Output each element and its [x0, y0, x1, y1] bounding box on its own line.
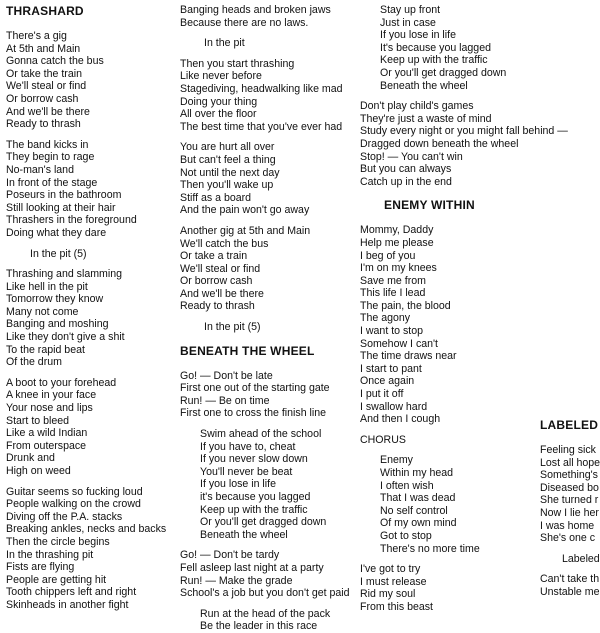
- lyric-line: Gonna catch the bus: [6, 55, 104, 68]
- lyric-line: Keep up with the traffic: [200, 503, 308, 516]
- lyrics-column-4: [540, 418, 600, 599]
- lyric-line: Because there are no laws.: [180, 16, 309, 29]
- lyric-line: We'll catch the bus: [180, 237, 269, 250]
- stanza-gap: [360, 555, 568, 563]
- stanza-gap: [180, 50, 350, 58]
- lyric-line: Just in case: [380, 16, 436, 29]
- lyric-line: If you lose in life: [200, 478, 276, 491]
- lyric-line: Stagediving, headwalking like mad: [180, 82, 343, 95]
- lyric-line: No-man's land: [6, 163, 74, 176]
- stanza-gap: [360, 92, 568, 100]
- lyric-line: I start to pant: [360, 362, 422, 375]
- song-title: BENEATH THE WHEEL: [180, 343, 315, 358]
- lyric-line: Breaking ankles, necks and backs: [6, 523, 167, 536]
- lyric-line: CHORUS: [360, 433, 406, 446]
- stanza-gap: [540, 545, 600, 553]
- lyric-line: The time draws near: [360, 350, 457, 363]
- stanza-gap: [180, 133, 350, 141]
- stanza-gap: [540, 565, 600, 573]
- stanza-gap: [360, 426, 568, 434]
- lyric-line: I often wish: [380, 479, 434, 492]
- lyric-line: Your nose and lips: [6, 402, 93, 415]
- lyric-line: Fists are flying: [6, 561, 75, 574]
- lyric-line: Study every night or you might fall behind —: [360, 125, 568, 138]
- lyric-line: Of my own mind: [380, 517, 457, 530]
- lyric-line: There's no more time: [380, 542, 480, 555]
- lyric-line: Keep up with the traffic: [380, 54, 488, 67]
- stanza-gap: [180, 313, 350, 321]
- lyric-line: Thrashing and slamming: [6, 268, 122, 281]
- stanza-gap: [180, 541, 350, 549]
- lyric-line: We'll steal or find: [180, 262, 261, 275]
- lyric-line: There's a gig: [6, 30, 67, 42]
- lyric-line: From this beast: [360, 600, 434, 613]
- lyric-line: Tooth chippers left and right: [6, 586, 137, 599]
- stanza-gap: [6, 131, 166, 139]
- lyric-line: Start to bleed: [6, 414, 70, 427]
- lyric-line: At 5th and Main: [6, 42, 81, 55]
- lyric-line: I swallow hard: [360, 400, 428, 413]
- lyric-line: She's one c: [540, 532, 596, 545]
- lyric-line: Skinheads in another fight: [6, 598, 129, 611]
- lyric-line: And we'll be there: [6, 105, 90, 118]
- lyric-line: Banging and moshing: [6, 318, 109, 331]
- lyric-line: Then the circle begins: [6, 535, 110, 548]
- lyric-line: Tomorrow they know: [6, 293, 104, 306]
- lyric-line: Poseurs in the bathroom: [6, 189, 122, 202]
- lyric-line: If you never slow down: [200, 453, 308, 466]
- lyric-line: In front of the stage: [6, 176, 98, 189]
- lyric-line: Within my head: [380, 467, 454, 479]
- lyric-line: Ready to thrash: [6, 118, 81, 131]
- lyric-line: Don't play child's games: [360, 100, 474, 113]
- lyric-line: In the pit: [204, 37, 245, 50]
- lyric-line: Feeling sick: [540, 444, 596, 456]
- stanza-gap: [6, 260, 166, 268]
- lyric-line: But can't feel a thing: [180, 153, 276, 166]
- lyric-line: If you have to, cheat: [200, 440, 296, 453]
- lyric-line: Or you'll get dragged down: [200, 516, 327, 529]
- lyric-line: To the rapid beat: [6, 343, 85, 356]
- lyric-line: Like hell in the pit: [6, 280, 88, 293]
- stanza-gap: [360, 188, 568, 196]
- lyric-line: Beneath the wheel: [200, 528, 288, 541]
- lyric-line: Now I lie her: [540, 506, 599, 519]
- lyric-line: School's a job but you don't get paid: [180, 587, 350, 600]
- lyric-line: Or borrow cash: [6, 92, 79, 105]
- lyric-line: Go! — Don't be late: [180, 369, 273, 382]
- lyric-line: In the pit (5): [30, 247, 87, 260]
- lyric-line: Diving off the P.A. stacks: [6, 510, 123, 523]
- lyric-line: Run at the head of the pack: [200, 607, 331, 620]
- lyric-line: Once again: [360, 375, 415, 388]
- lyric-line: No self control: [380, 504, 448, 517]
- song-title: LABELED: [540, 418, 599, 432]
- lyric-line: A boot to your forehead: [6, 376, 117, 389]
- lyric-line: If you lose in life: [380, 29, 456, 42]
- lyric-line: I put it off: [360, 388, 404, 401]
- lyric-line: Dragged down beneath the wheel: [360, 137, 519, 150]
- lyric-line: It's because you lagged: [380, 41, 491, 54]
- lyric-line: She turned r: [540, 494, 599, 507]
- lyric-line: I was home: [540, 519, 595, 532]
- lyric-line: The agony: [360, 312, 411, 325]
- lyric-line: And then I cough: [360, 413, 441, 426]
- stanza-gap: [6, 240, 166, 248]
- lyric-line: Catch up in the end: [360, 175, 452, 188]
- lyric-line: I must release: [360, 575, 427, 588]
- lyric-line: Another gig at 5th and Main: [180, 224, 311, 237]
- stanza-gap: [6, 478, 166, 486]
- lyric-line: Be the leader in this race: [200, 620, 318, 633]
- lyric-line: And the pain won't go away: [180, 204, 310, 217]
- lyric-line: Like a wild Indian: [6, 427, 88, 440]
- lyric-line: it's because you lagged: [200, 491, 311, 503]
- lyrics-column-1: [6, 4, 166, 612]
- lyric-line: All over the floor: [180, 108, 257, 121]
- lyric-line: You are hurt all over: [180, 141, 275, 154]
- lyric-line: Mommy, Daddy: [360, 224, 434, 237]
- lyric-line: Stay up front: [380, 4, 441, 16]
- lyric-line: Save me from: [360, 274, 426, 287]
- lyric-line: But you can always: [360, 163, 452, 176]
- stanza-gap: [180, 29, 350, 37]
- lyric-line: Run! — Be on time: [180, 394, 270, 407]
- lyric-line: Swim ahead of the school: [200, 428, 322, 441]
- lyric-line: Or take the train: [6, 67, 82, 80]
- stanza-gap: [180, 217, 350, 225]
- lyric-line: Of the drum: [6, 356, 62, 369]
- lyric-line: Or you'll get dragged down: [380, 66, 507, 79]
- lyric-line: The band kicks in: [6, 138, 89, 151]
- lyric-line: High on weed: [6, 465, 71, 477]
- lyric-line: From outerspace: [6, 439, 87, 452]
- lyrics-column-2: [180, 4, 350, 633]
- lyric-line: Lost all hope: [540, 456, 600, 469]
- lyric-line: In the thrashing pit: [6, 548, 94, 561]
- stanza-gap: [360, 446, 568, 454]
- lyric-line: Help me please: [360, 236, 434, 249]
- lyric-line: I'm on my knees: [360, 262, 437, 275]
- lyric-line: Rid my soul: [360, 588, 416, 601]
- lyric-line: People are getting hit: [6, 573, 107, 586]
- lyric-line: In the pit (5): [204, 321, 261, 334]
- lyric-line: Something's: [540, 469, 598, 482]
- lyric-line: Go! — Don't be tardy: [180, 549, 280, 562]
- stanza-gap: [180, 600, 350, 608]
- lyric-line: I've got to try: [360, 563, 421, 576]
- lyric-line: I beg of you: [360, 249, 416, 262]
- lyric-line: Doing what they dare: [6, 226, 107, 239]
- lyric-line: Enemy: [380, 454, 413, 467]
- lyric-line: A knee in your face: [6, 389, 97, 402]
- lyric-line: Unstable me: [540, 585, 600, 598]
- lyric-line: Diseased bo: [540, 481, 599, 494]
- lyric-line: Stop! — You can't win: [360, 150, 463, 163]
- lyric-line: Or take a train: [180, 250, 248, 263]
- lyric-line: This life I lead: [360, 287, 426, 300]
- lyric-line: Run! — Make the grade: [180, 574, 293, 587]
- song-title: ENEMY WITHIN: [384, 198, 475, 213]
- lyric-line: Ready to thrash: [180, 300, 255, 313]
- lyric-line: Beneath the wheel: [380, 79, 468, 92]
- lyric-line: The pain, the blood: [360, 299, 451, 312]
- lyric-line: Many not come: [6, 305, 79, 318]
- lyric-line: Banging heads and broken jaws: [180, 4, 331, 16]
- lyric-line: Labeled: [562, 552, 600, 565]
- lyric-line: Then you start thrashing: [180, 57, 295, 70]
- lyric-line: Still looking at their hair: [6, 201, 116, 214]
- song-title: THRASHARD: [6, 4, 84, 18]
- lyric-line: Thrashers in the foreground: [6, 214, 137, 227]
- lyric-line: The best time that you've ever had: [180, 120, 343, 133]
- lyric-line: Can't take th: [540, 573, 600, 586]
- lyric-line: Guitar seems so fucking loud: [6, 485, 143, 498]
- lyric-line: Got to stop: [380, 529, 432, 542]
- lyric-line: And we'll be there: [180, 287, 264, 300]
- stanza-gap: [180, 362, 350, 370]
- lyric-line: Stiff as a board: [180, 191, 252, 204]
- stanza-gap: [180, 334, 350, 342]
- lyric-line: Not until the next day: [180, 166, 280, 179]
- lyric-line: First one out of the starting gate: [180, 382, 330, 395]
- stanza-gap: [540, 436, 600, 444]
- stanza-gap: [180, 420, 350, 428]
- lyric-line: Like never before: [180, 70, 262, 83]
- lyric-line: Somehow I can't: [360, 337, 438, 350]
- lyric-line: Drunk and: [6, 452, 55, 465]
- lyric-line: I want to stop: [360, 325, 424, 338]
- lyric-line: Fell asleep last night at a party: [180, 561, 324, 574]
- lyric-line: They begin to rage: [6, 151, 95, 164]
- lyric-line: We'll steal or find: [6, 80, 87, 93]
- lyric-line: First one to cross the finish line: [180, 407, 327, 420]
- lyric-line: That I was dead: [380, 492, 456, 505]
- lyric-line: They're just a waste of mind: [360, 112, 492, 125]
- stanza-gap: [360, 216, 568, 224]
- lyric-line: Doing your thing: [180, 95, 258, 108]
- lyric-line: Or borrow cash: [180, 275, 253, 288]
- lyrics-column-3: [360, 4, 568, 614]
- stanza-gap: [6, 22, 166, 30]
- stanza-gap: [6, 369, 166, 377]
- lyric-line: Like they don't give a shit: [6, 331, 125, 344]
- lyric-line: Then you'll wake up: [180, 179, 274, 192]
- lyric-line: You'll never be beat: [200, 465, 293, 478]
- lyric-line: People walking on the crowd: [6, 498, 141, 511]
